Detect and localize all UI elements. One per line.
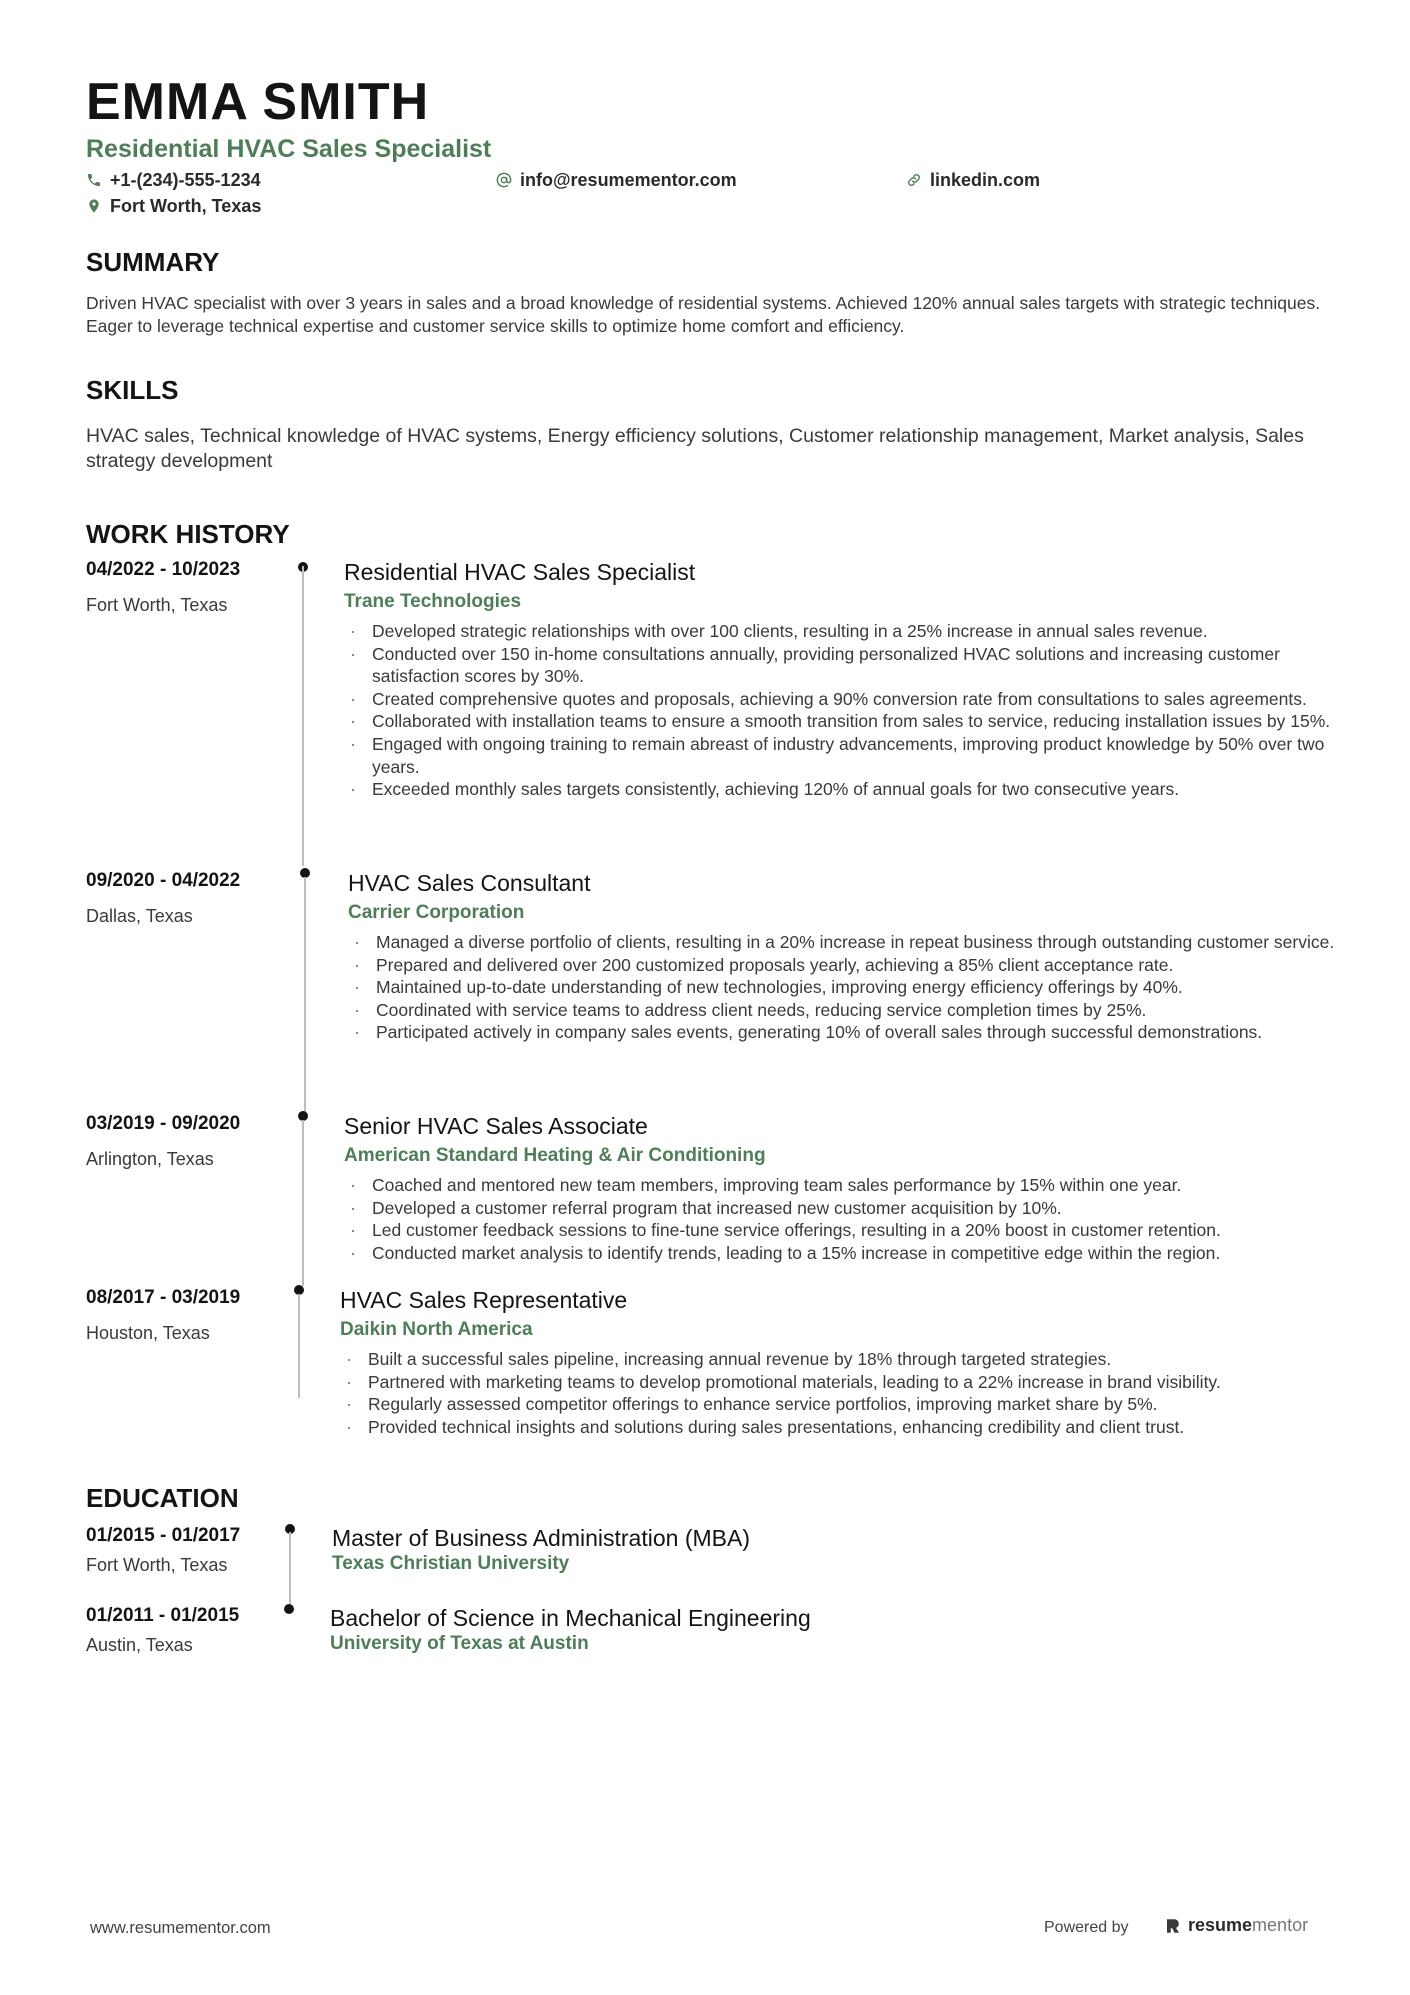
resume-page [86,70,1335,1655]
timeline-line [304,877,306,1113]
education-dates: 01/2015 - 01/2017 [86,1525,241,1546]
education-section [86,1482,1326,1655]
location-pin-icon [86,198,102,214]
candidate-name: EMMA SMITH [86,73,430,131]
brand-light-text: mentor [1252,1915,1309,1935]
education-dates: 01/2011 - 01/2015 [86,1605,240,1626]
work-dates: 08/2017 - 03/2019 [86,1287,241,1308]
contact-linkedin[interactable] [906,168,1040,192]
work-history-title: WORK HISTORY [86,519,290,549]
work-bullet: · Maintained up-to-date understanding of new technologies, improving energy efficiency offerings by 40%. [348,976,1348,999]
work-location: Dallas, Texas [86,906,193,926]
brand-logo[interactable] [1164,1915,1308,1936]
work-body [348,869,1348,1044]
work-location: Houston, Texas [86,1323,210,1343]
work-bullet: · Built a successful sales pipeline, increasing annual revenue by 18% through targeted strategies. [340,1348,1340,1371]
work-company: Carrier Corporation [348,902,525,923]
work-bullet: · Developed a customer referral program that increased new customer acquisition by 10%. [344,1197,1344,1220]
work-bullets [348,931,1348,1044]
work-bullets [344,620,1344,801]
work-dates: 03/2019 - 09/2020 [86,1113,241,1134]
phone-text: +1-(234)-555-1234 [110,170,261,190]
education-body [332,1524,1232,1576]
contact-location [86,194,261,218]
work-bullet: · Participated actively in company sales events, generating 10% of overall sales through successful demonstrations. [348,1021,1348,1044]
work-location: Arlington, Texas [86,1149,214,1169]
work-history-section [86,518,1335,1437]
work-company: Daikin North America [340,1319,533,1340]
contact-email[interactable] [496,168,737,192]
skills-text: HVAC sales, Technical knowledge of HVAC systems, Energy efficiency solutions, Customer relationship management, Market analysis, Sales strategy development [86,425,1304,472]
skills-section [86,374,1326,474]
work-dates: 04/2022 - 10/2023 [86,559,241,580]
work-bullet: · Managed a diverse portfolio of clients, resulting in a 20% increase in repeat business through outstanding customer service. [348,931,1348,954]
contact-phone[interactable] [86,168,261,192]
summary-title: SUMMARY [86,247,220,277]
work-bullet: · Provided technical insights and solutions during sales presentations, enhancing credibility and client trust. [340,1416,1340,1439]
education-degree: Bachelor of Science in Mechanical Engineering [330,1605,811,1631]
education-title: EDUCATION [86,1483,239,1513]
work-bullet: · Led customer feedback sessions to fine-tune service offerings, resulting in a 20% boost in customer retention. [344,1219,1344,1242]
work-bullet: · Developed strategic relationships with over 100 clients, resulting in a 25% increase in annual sales revenue. [344,620,1344,643]
work-bullets [340,1348,1340,1438]
powered-by-label: Powered by [1044,1919,1129,1936]
work-company: American Standard Heating & Air Conditioning [344,1145,766,1166]
summary-section [86,246,1326,338]
work-body [344,558,1344,801]
work-bullet: · Collaborated with installation teams to ensure a smooth transition from sales to service, reducing installation issues by 15%. [344,710,1344,733]
work-title: Residential HVAC Sales Specialist [344,559,696,585]
timeline-line [289,1532,291,1604]
work-bullet: · Conducted over 150 in-home consultations annually, providing personalized HVAC solutions and increasing customer satisfaction scores by 30%. [344,643,1344,688]
at-icon [496,172,512,188]
education-school: Texas Christian University [332,1553,570,1574]
timeline-line [302,1120,304,1286]
work-body [344,1112,1344,1264]
timeline-dot [284,1604,294,1614]
work-bullet: · Coordinated with service teams to address client needs, reducing service completion times by 25%. [348,999,1348,1022]
timeline-line [298,1294,300,1398]
linkedin-text: linkedin.com [930,170,1041,190]
work-bullets [344,1174,1344,1264]
email-text: info@resumementor.com [520,170,737,190]
work-location: Fort Worth, Texas [86,595,228,615]
work-title: Senior HVAC Sales Associate [344,1113,648,1139]
work-body [340,1286,1340,1438]
brand-bold-text: resume [1188,1915,1253,1935]
phone-icon [86,172,102,188]
timeline-line [302,566,304,866]
resumementor-logo-icon [1164,1917,1182,1935]
education-degree: Master of Business Administration (MBA) [332,1525,750,1551]
work-bullet: · Partnered with marketing teams to develop promotional materials, leading to a 22% increase in brand visibility. [340,1371,1340,1394]
work-dates: 09/2020 - 04/2022 [86,870,241,891]
summary-text: Driven HVAC specialist with over 3 years in sales and a broad knowledge of residential systems. Achieved 120% annual sales targets with strategic techniques. Eager to leverage technical expertise and customer service skills to optimize home comfort and efficiency. [86,293,1321,336]
education-location: Fort Worth, Texas [86,1555,228,1575]
work-company: Trane Technologies [344,591,522,612]
contact-info [86,168,1326,220]
footer-site-link[interactable]: www.resumementor.com [90,1919,271,1937]
work-bullet: · Created comprehensive quotes and proposals, achieving a 90% conversion rate from consultations to sales agreements. [344,688,1344,711]
work-bullet: · Prepared and delivered over 200 customized proposals yearly, achieving a 85% client acceptance rate. [348,954,1348,977]
work-bullet: · Conducted market analysis to identify trends, leading to a 15% increase in competitive edge within the region. [344,1242,1344,1265]
candidate-role: Residential HVAC Sales Specialist [86,135,492,163]
education-location: Austin, Texas [86,1635,193,1655]
education-body [330,1604,1230,1656]
education-school: University of Texas at Austin [330,1633,589,1654]
work-bullet: · Engaged with ongoing training to remain abreast of industry advancements, improving product knowledge by 50% over two years. [344,733,1344,778]
location-text: Fort Worth, Texas [110,196,262,216]
work-bullet: · Exceeded monthly sales targets consistently, achieving 120% of annual goals for two consecutive years. [344,778,1344,801]
work-bullet: · Regularly assessed competitor offerings to enhance service portfolios, improving market share by 5%. [340,1393,1340,1416]
link-icon [906,172,922,188]
work-title: HVAC Sales Consultant [348,870,591,896]
work-title: HVAC Sales Representative [340,1287,628,1313]
work-bullet: · Coached and mentored new team members, improving team sales performance by 15% within one year. [344,1174,1344,1197]
skills-title: SKILLS [86,375,179,405]
